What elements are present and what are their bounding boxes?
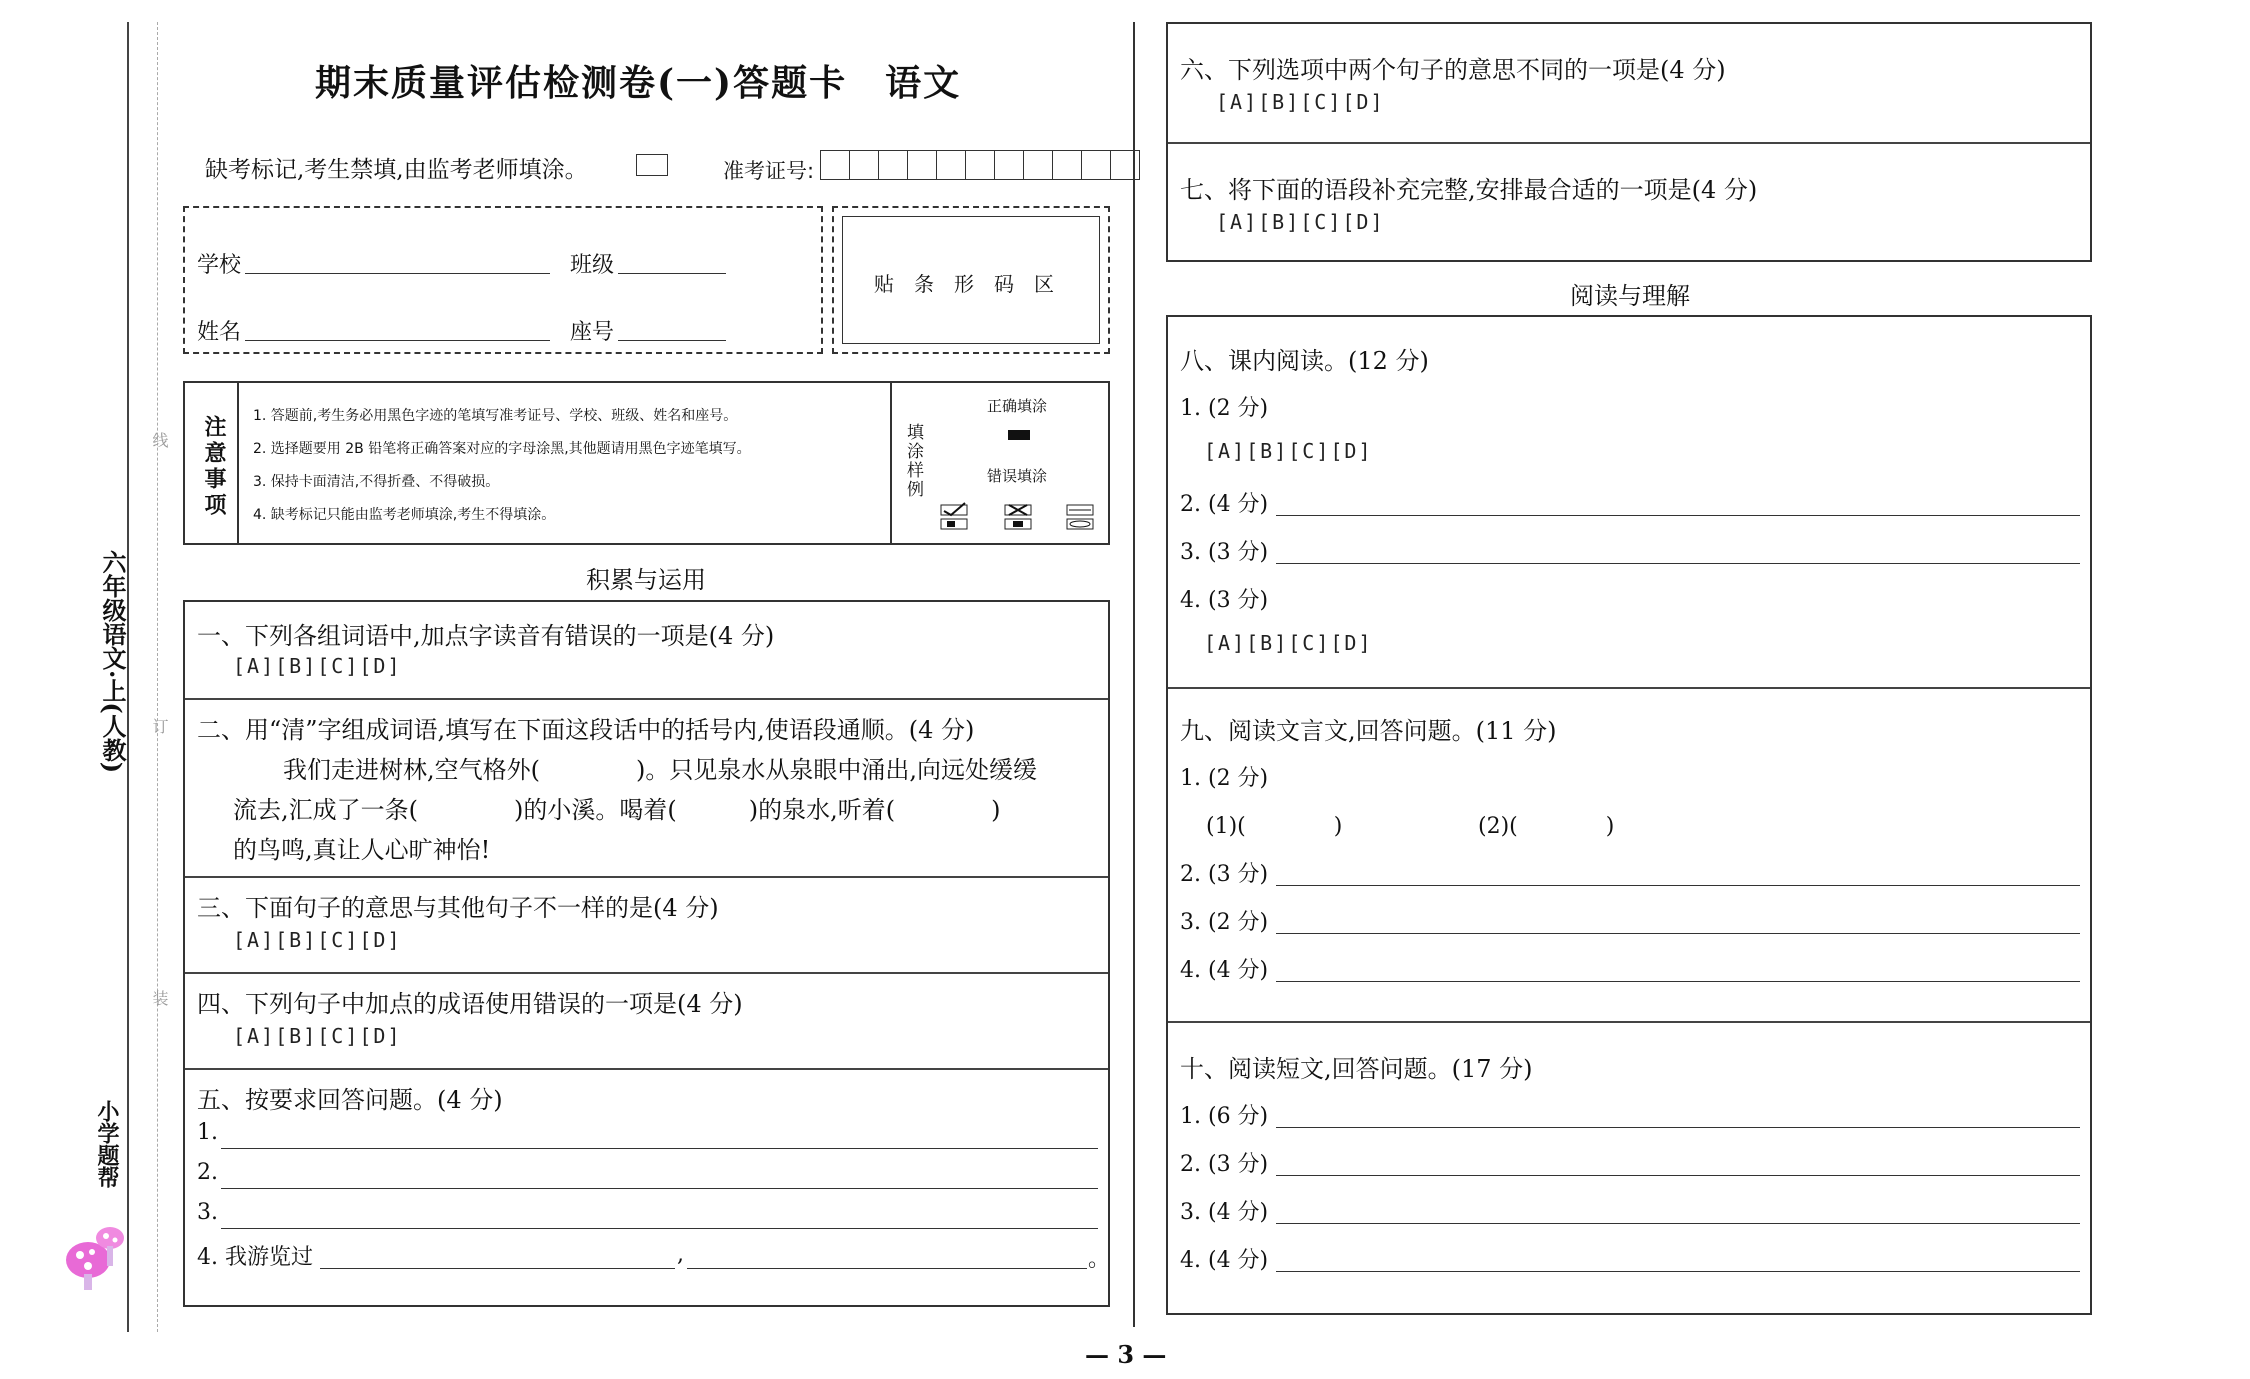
correct-fill-sample <box>1008 430 1030 440</box>
q1-options[interactable]: [A][B][C][D] <box>233 654 402 678</box>
right-top-box <box>1166 22 2092 262</box>
name-field[interactable] <box>245 340 550 341</box>
q1-text: 一、下列各组词语中,加点字读音有错误的一项是(4 分) <box>197 622 775 650</box>
notes-item-1: 1. 答题前,考生务必用黑色字迹的笔填写准考证号、学校、班级、姓名和座号。 <box>253 408 738 424</box>
q5-comma: , <box>677 1242 684 1267</box>
q5-end: 。 <box>1088 1247 1111 1272</box>
class-field[interactable] <box>618 273 726 274</box>
q10-item-3: 3. (4 分) <box>1180 1200 1269 1225</box>
left-answer-box <box>183 600 1110 1307</box>
q9-item-3: 3. (2 分) <box>1180 910 1269 935</box>
exam-number-label: 准考证号: <box>723 159 815 183</box>
wrong-fill-label: 错误填涂 <box>987 467 1048 485</box>
spine-mark-zhuang: 装 <box>150 990 169 1006</box>
q5-answer-line-3[interactable] <box>221 1228 1098 1229</box>
q10-text: 十、阅读短文,回答问题。(17 分) <box>1180 1055 1533 1083</box>
q8-answer-line-2[interactable] <box>1276 515 2080 516</box>
name-label: 姓名 <box>197 320 242 345</box>
q2-passage-line-3: 的鸟鸣,真让人心旷神怡! <box>233 836 491 864</box>
notes-title: 注意事项 <box>201 415 227 519</box>
exam-number-boxes[interactable] <box>820 150 1140 180</box>
q8-item-4-options[interactable]: [A][B][C][D] <box>1204 631 1373 655</box>
school-field[interactable] <box>245 273 550 274</box>
seat-field[interactable] <box>618 340 726 341</box>
correct-fill-label: 正确填涂 <box>987 397 1048 415</box>
section-title-accumulation: 积累与运用 <box>586 566 706 594</box>
q6-text: 六、下列选项中两个句子的意思不同的一项是(4 分) <box>1180 56 1726 84</box>
q3-text: 三、下面句子的意思与其他句子不一样的是(4 分) <box>197 894 719 922</box>
q9-item-1: 1. (2 分) <box>1180 766 1269 791</box>
q5-text: 五、按要求回答问题。(4 分) <box>197 1086 503 1114</box>
absent-checkbox[interactable] <box>636 154 668 176</box>
mushroom-logo-icon <box>62 1210 132 1295</box>
q6-options[interactable]: [A][B][C][D] <box>1216 90 1385 114</box>
q4-options[interactable]: [A][B][C][D] <box>233 1024 402 1048</box>
q7-options[interactable]: [A][B][C][D] <box>1216 210 1385 234</box>
q10-answer-line-4[interactable] <box>1276 1271 2080 1272</box>
q5-answer-line-4b[interactable] <box>687 1268 1087 1269</box>
q2-passage-line-2: 流去,汇成了一条( )的小溪。喝着( )的泉水,听着( ) <box>233 796 1001 824</box>
q8-item-4: 4. (3 分) <box>1180 588 1269 613</box>
q5-answer-line-2[interactable] <box>221 1188 1098 1189</box>
barcode-label: 贴 条 形 码 区 <box>874 272 1054 296</box>
q5-answer-line-1[interactable] <box>221 1148 1098 1149</box>
q9-answer-line-3[interactable] <box>1276 933 2080 934</box>
section-title-reading: 阅读与理解 <box>1570 282 1690 310</box>
page-title: 期末质量评估检测卷(一)答题卡 语文 <box>315 62 962 104</box>
student-info-box <box>183 206 823 354</box>
seat-label: 座号 <box>570 320 615 345</box>
spine-dash-rule <box>157 22 158 1332</box>
q5-item-2: 2. <box>197 1160 218 1185</box>
q3-options[interactable]: [A][B][C][D] <box>233 928 402 952</box>
q7-text: 七、将下面的语段补充完整,安排最合适的一项是(4 分) <box>1180 176 1758 204</box>
notes-item-2: 2. 选择题要用 2B 铅笔将正确答案对应的字母涂黑,其他题请用黑色字迹笔填写。 <box>253 441 751 457</box>
absent-note: 缺考标记,考生禁填,由监考老师填涂。 <box>205 157 588 183</box>
q8-item-1: 1. (2 分) <box>1180 396 1269 421</box>
q8-answer-line-3[interactable] <box>1276 563 2080 564</box>
q8-item-1-options[interactable]: [A][B][C][D] <box>1204 439 1373 463</box>
notes-box <box>183 381 1110 545</box>
q9-answer-line-2[interactable] <box>1276 885 2080 886</box>
q4-text: 四、下列句子中加点的成语使用错误的一项是(4 分) <box>197 990 743 1018</box>
q10-item-4: 4. (4 分) <box>1180 1248 1269 1273</box>
q5-answer-line-4a[interactable] <box>320 1268 675 1269</box>
q9-text: 九、阅读文言文,回答问题。(11 分) <box>1180 717 1557 745</box>
q9-answer-line-4[interactable] <box>1276 981 2080 982</box>
wrong-fill-samples-icon <box>939 501 1099 533</box>
notes-item-3: 3. 保持卡面清洁,不得折叠、不得破损。 <box>253 474 500 490</box>
q2-passage-line-1: 我们走进树林,空气格外( )。只见泉水从泉眼中涌出,向远处缓缓 <box>283 756 1037 784</box>
q10-item-1: 1. (6 分) <box>1180 1104 1269 1129</box>
sample-title: 填涂样例 <box>903 423 923 499</box>
center-fold-line <box>1133 22 1135 1327</box>
q5-item-3: 3. <box>197 1200 218 1225</box>
q10-item-2: 2. (3 分) <box>1180 1152 1269 1177</box>
q9-item-4: 4. (4 分) <box>1180 958 1269 983</box>
class-label: 班级 <box>570 253 615 278</box>
q9-item-2: 2. (3 分) <box>1180 862 1269 887</box>
q8-item-2: 2. (4 分) <box>1180 492 1269 517</box>
q8-item-3: 3. (3 分) <box>1180 540 1269 565</box>
barcode-area <box>832 206 1110 354</box>
notes-item-4: 4. 缺考标记只能由监考老师填涂,考生不得填涂。 <box>253 507 556 523</box>
q5-item-1: 1. <box>197 1120 218 1145</box>
right-reading-box <box>1166 315 2092 1315</box>
spine-title: 六年级语文·上(人教) <box>98 550 127 774</box>
q9-sub-1[interactable]: (1)( ) <box>1206 814 1343 839</box>
q5-item-4: 4. 我游览过 <box>197 1245 313 1270</box>
q10-answer-line-1[interactable] <box>1276 1127 2080 1128</box>
school-label: 学校 <box>197 253 242 278</box>
q9-sub-2[interactable]: (2)( ) <box>1478 814 1615 839</box>
q2-text: 二、用“清”字组成词语,填写在下面这段话中的括号内,使语段通顺。(4 分) <box>197 716 975 744</box>
q8-text: 八、课内阅读。(12 分) <box>1180 347 1429 375</box>
spine-mark-ding: 订 <box>150 718 169 734</box>
page-number: — 3 — <box>1085 1340 1167 1369</box>
spine-brand: 小学题帮 <box>94 1100 120 1188</box>
q10-answer-line-2[interactable] <box>1276 1175 2080 1176</box>
q10-answer-line-3[interactable] <box>1276 1223 2080 1224</box>
spine-mark-line: 线 <box>150 432 169 448</box>
